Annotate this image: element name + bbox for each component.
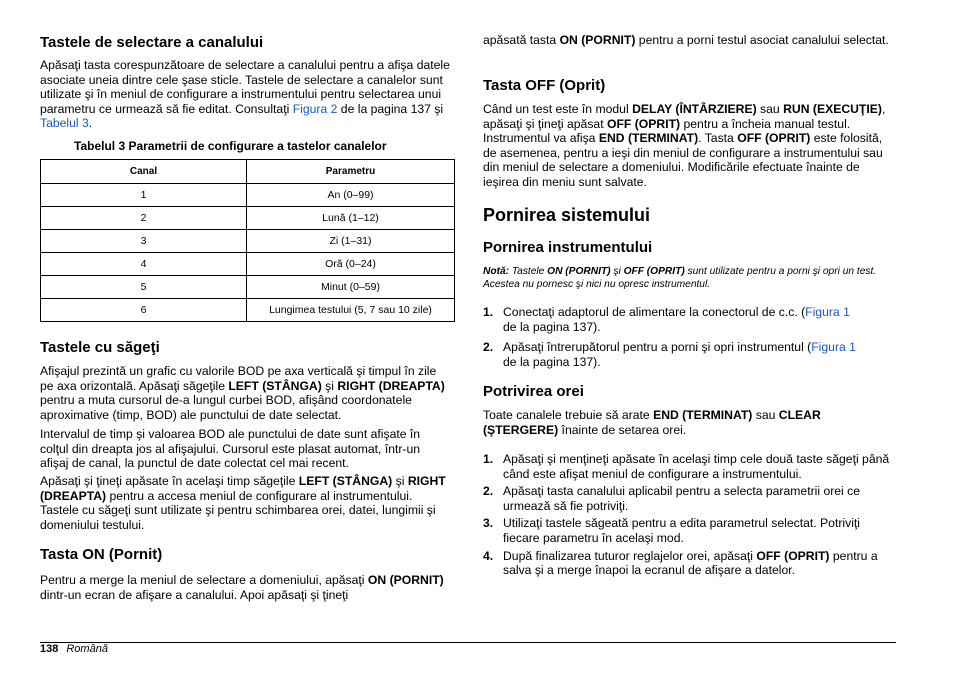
table-cell-parametru: Zi (1–31) xyxy=(247,230,455,253)
table-cell-canal: 5 xyxy=(41,276,247,299)
link-figura-2[interactable]: Figura 2 xyxy=(292,101,338,116)
page-number: 138 xyxy=(40,643,59,655)
list-item: 3. Utilizaţi tastele săgeată pentru a edita parametrul selectat. Potriviţi fiecare parametru în acelaşi mod. xyxy=(483,516,861,545)
channel-keys-paragraph: Apăsaţi tasta corespunzătoare de selectare a canalului pentru a afişa datele asociate uneia dintre cele şase sticle. Tastele de selectare a canalelor sunt utilizate şi în meniul de configurare a instrumentului pentru selectarea unui parametru ce urmează să fie editat. Consultaţi Figura 2 de la pagina 137 şi Tabelul 3. xyxy=(40,58,450,131)
section-title-instrument-startup: Pornirea instrumentului xyxy=(483,239,653,256)
startup-note: Notă: Tastele ON (PORNIT) şi OFF (OPRIT) sunt utilizate pentru a porni şi opri un test. Acestea nu pornesc şi nici nu opresc instrumentul. xyxy=(483,266,877,290)
arrow-keys-paragraph-3: Apăsaţi şi ţineţi apăsate în acelaşi timp săgeţile LEFT (STÂNGA) şi RIGHT (DREAPTA) pentru a accesa meniul de configurare al instrumentului. Tastele cu săgeţi sunt utilizate şi pentru schimbarea orei, datei, lungimii şi domeniului testului. xyxy=(40,474,446,532)
section-title-arrow-keys: Tastele cu săgeţi xyxy=(40,339,160,356)
table-row xyxy=(41,207,455,230)
arrow-keys-paragraph-1: Afişajul prezintă un grafic cu valorile BOD pe axa verticală şi timpul în zile pe axa orizontală. Apăsaţi săgeţile LEFT (STÂNGA) şi RIGHT (DREAPTA) pentru a muta cursorul de-a lungul curbei BOD, afişând coordonatele aproximative (timp, BOD) ale punctului de date selectat. xyxy=(40,364,445,422)
table-cell-parametru: Minut (0–59) xyxy=(247,276,455,299)
table-row xyxy=(41,184,455,207)
table-row xyxy=(41,253,455,276)
off-key-paragraph: Când un test este în modul DELAY (ÎNTÂRZIERE) sau RUN (EXECUŢIE), apăsaţi şi ţineţi apăsat OFF (OPRIT) pentru a încheia manual testul. Instrumentul va afişa END (TERMINAT). Tasta OFF (OPRIT) este folosită, de asemenea, pentru a ieşi din meniul de configurare a instrumentului sau din meniul de selectare a domeniului. Modificările efectuate înainte de ieşirea din meniu sunt salvate. xyxy=(483,102,886,189)
table-row xyxy=(41,230,455,253)
list-item: 1. Apăsaţi şi menţineţi apăsate în acelaşi timp cele două taste săgeţi până când este afişat meniul de configurare a instrumentului. xyxy=(483,452,890,481)
table-row xyxy=(41,299,455,322)
link-figura-1[interactable]: Figura 1 xyxy=(811,340,856,355)
table-cell-parametru: Lună (1–12) xyxy=(247,207,455,230)
time-setting-steps xyxy=(483,452,898,581)
table-cell-canal: 2 xyxy=(41,207,247,230)
table-header-canal: Canal xyxy=(41,160,247,184)
table-header-parametru: Parametru xyxy=(247,160,455,184)
link-tabelul-3[interactable]: Tabelul 3 xyxy=(40,116,89,131)
section-title-on-key: Tasta ON (Pornit) xyxy=(40,546,163,563)
section-title-system-startup: Pornirea sistemului xyxy=(483,205,651,225)
list-item: 4. După finalizarea tuturor reglajelor orei, apăsaţi OFF (OPRIT) pentru a salva şi a merge înapoi la ecranul de afişare a datelor. xyxy=(483,548,878,578)
list-item: 2. Apăsaţi tasta canalului aplicabil pentru a selecta parametrii orei ce urmează să fie potriviţi. xyxy=(483,484,861,513)
table-header-row xyxy=(41,160,455,184)
table-cell-parametru: Oră (0–24) xyxy=(247,253,455,276)
on-key-paragraph-continued: apăsată tasta ON (PORNIT) pentru a porni testul asociat canalului selectat. xyxy=(483,33,889,47)
list-item: 1. Conectaţi adaptorul de alimentare la conectorul de c.c. (Figura 1 de la pagina 137). xyxy=(483,305,850,334)
table-cell-canal: 6 xyxy=(41,299,247,322)
section-title-time-setting: Potrivirea orei xyxy=(483,383,584,400)
table-cell-parametru: An (0–99) xyxy=(247,184,455,207)
table-cell-canal: 1 xyxy=(41,184,247,207)
table-cell-canal: 3 xyxy=(41,230,247,253)
table-cell-canal: 4 xyxy=(41,253,247,276)
section-title-channel-keys: Tastele de selectare a canalului xyxy=(40,34,264,51)
table-caption: Tabelul 3 Parametrii de configurare a tastelor canalelor xyxy=(74,139,387,153)
table-row xyxy=(41,276,455,299)
startup-steps xyxy=(483,305,898,372)
list-item: 2. Apăsaţi întrerupătorul pentru a porni şi opri instrumentul (Figura 1 de la pagina 137). xyxy=(483,340,856,369)
link-figura-1[interactable]: Figura 1 xyxy=(805,305,850,319)
table-cell-parametru: Lungimea testului (5, 7 sau 10 zile) xyxy=(247,299,455,322)
footer-language: Română xyxy=(66,643,108,655)
on-key-paragraph: Pentru a merge la meniul de selectare a domeniului, apăsaţi ON (PORNIT) dintr-un ecran de afişare a canalului. Apoi apăsaţi şi ţineţi xyxy=(40,573,444,602)
page-footer xyxy=(40,643,108,655)
channel-parameters-table xyxy=(40,159,455,322)
footer-divider xyxy=(40,642,896,643)
time-setting-paragraph: Toate canalele trebuie să arate END (TERMINAT) sau CLEAR (ŞTERGERE) înainte de setarea orei. xyxy=(483,408,821,437)
section-title-off-key: Tasta OFF (Oprit) xyxy=(483,77,606,94)
arrow-keys-paragraph-2: Intervalul de timp şi valoarea BOD ale punctului de date sunt afişate în colţul din dreapta jos al afişajului. Cursorul este plasat automat, într-un afişaj de canal, la punctul de date colectat cel mai recent. xyxy=(40,427,421,471)
